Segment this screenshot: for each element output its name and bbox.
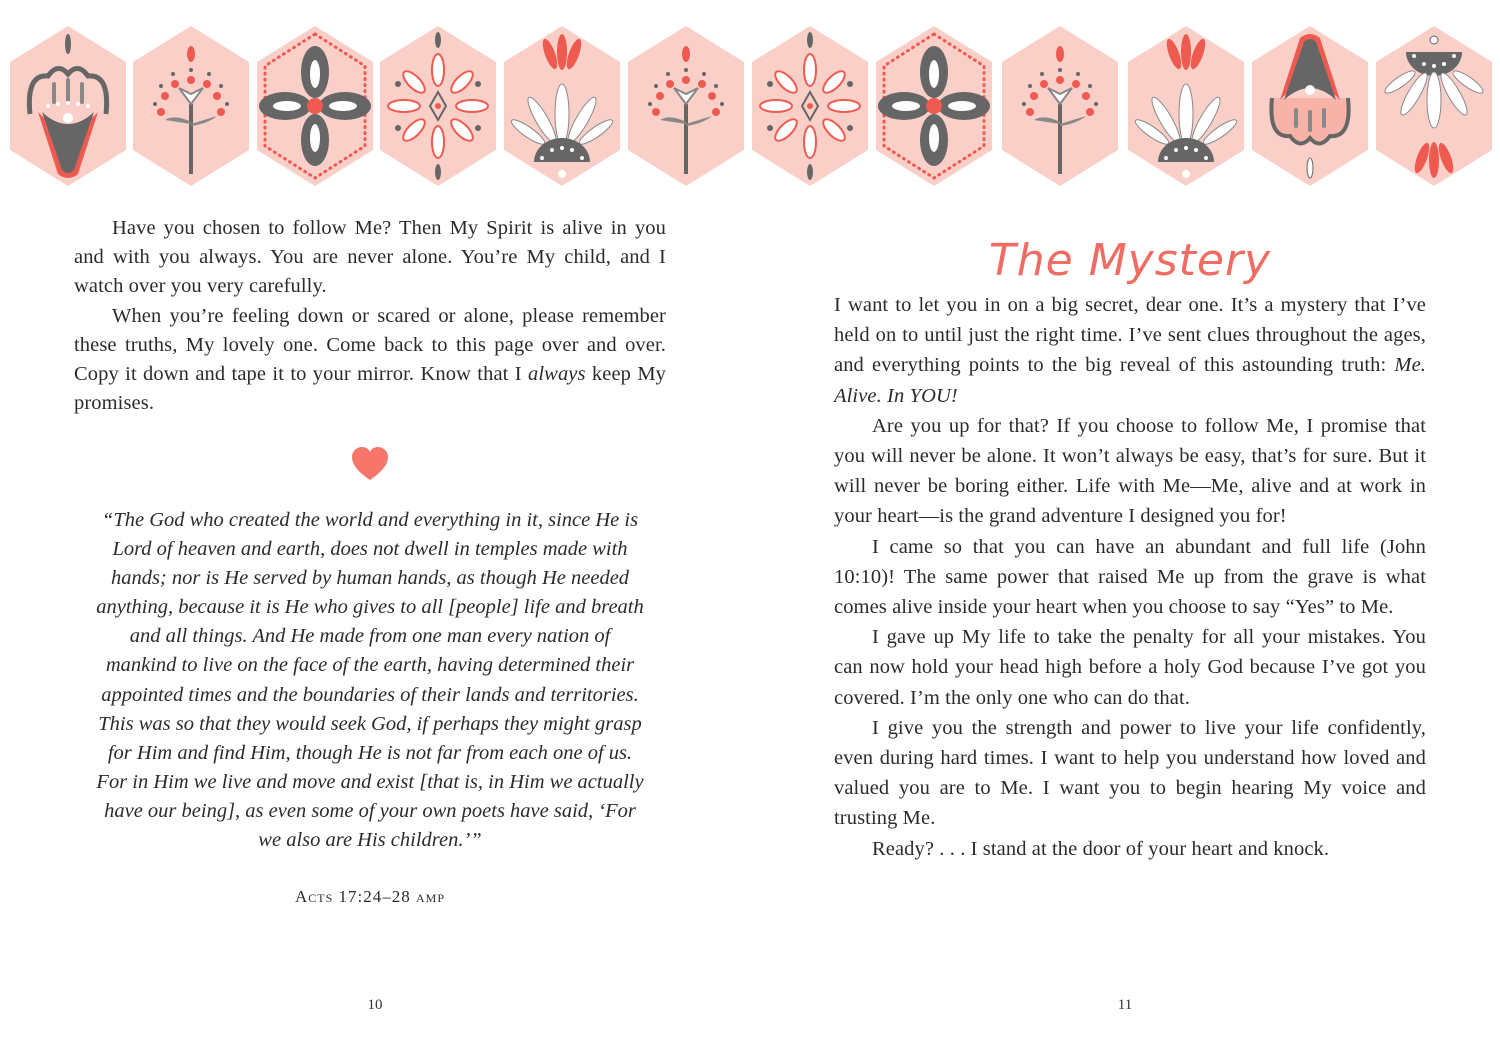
scripture-quote: “The God who created the world and everything in it, since He is Lord of heaven and earth, does not dwell in temples made with hands; nor is He served by human hands, as though He needed anything, because it is He who gives to all [people] life and breath and all things. And He made from one man every nation of mankind to live on the face of the earth, having determined their appointed times and the boundaries of their lands and territories. This was so that they would seek God, if perhaps they might grasp for Him and find Him, though He is not far from each one of us. For in Him we live and move and exist [that is, in Him we actually have our being], as even some of your own poets have said, ‘For we also are His children.’” xyxy=(96,509,644,852)
paragraph: Have you chosen to follow Me? Then My Spirit is alive in you and with you always. You are never alone. You’re My child, and I watch over you very carefully. xyxy=(74,217,666,298)
heart-icon xyxy=(351,447,389,481)
emphasis-text: Me. Alive. In YOU! xyxy=(834,354,1426,407)
paragraph xyxy=(74,302,666,419)
left-page xyxy=(74,0,666,1050)
paragraph: I gave up My life to take the penalty for all your mistakes. You can now hold your head high before a holy God because I’ve got you covered. I’m the only one who can do that. xyxy=(834,626,1426,709)
scripture-citation: Acts 17:24–28 amp xyxy=(294,887,446,906)
left-body-text xyxy=(74,214,666,418)
paragraph: I came so that you can have an abundant and full life (John 10:10)! The same power that raised Me up from the grave is what comes alive inside your heart when you choose to say “Yes” to Me. xyxy=(834,535,1426,619)
paragraph xyxy=(834,290,1426,411)
chapter-title: The Mystery xyxy=(988,235,1272,287)
paragraph-text: When you’re feeling down or scared or alone, please remember these truths, My lovely one. Come back to this page over and over. Copy it down and tape it to your mirror. Know that I xyxy=(74,304,666,386)
page-number-right: 11 xyxy=(1117,997,1133,1013)
right-page xyxy=(834,0,1426,1050)
paragraph: Ready? . . . I stand at the door of your heart and knock. xyxy=(872,837,1330,860)
paragraph-text: I want to let you in on a big secret, dear one. It’s a mystery that I’ve held on to until just the right time. I’ve sent clues throughout the ages, and everything points to the big reveal of this astounding truth: xyxy=(834,294,1426,377)
paragraph-text: keep My promises. xyxy=(74,363,666,415)
page-number-left: 10 xyxy=(367,997,383,1013)
paragraph: Are you up for that? If you choose to follow Me, I promise that you will never be alone. It won’t always be easy, that’s for sure. But it will never be boring either. Life with Me—Me, alive and at work in your heart—is the grand adventure I designed you for! xyxy=(834,414,1426,528)
paragraph: I give you the strength and power to live your life confidently, even during hard times. I want to help you understand how loved and valued you are to Me. I want you to begin hearing My voice and trusting Me. xyxy=(834,716,1426,830)
right-body-text xyxy=(834,290,1426,864)
emphasis-text: always xyxy=(528,363,586,386)
